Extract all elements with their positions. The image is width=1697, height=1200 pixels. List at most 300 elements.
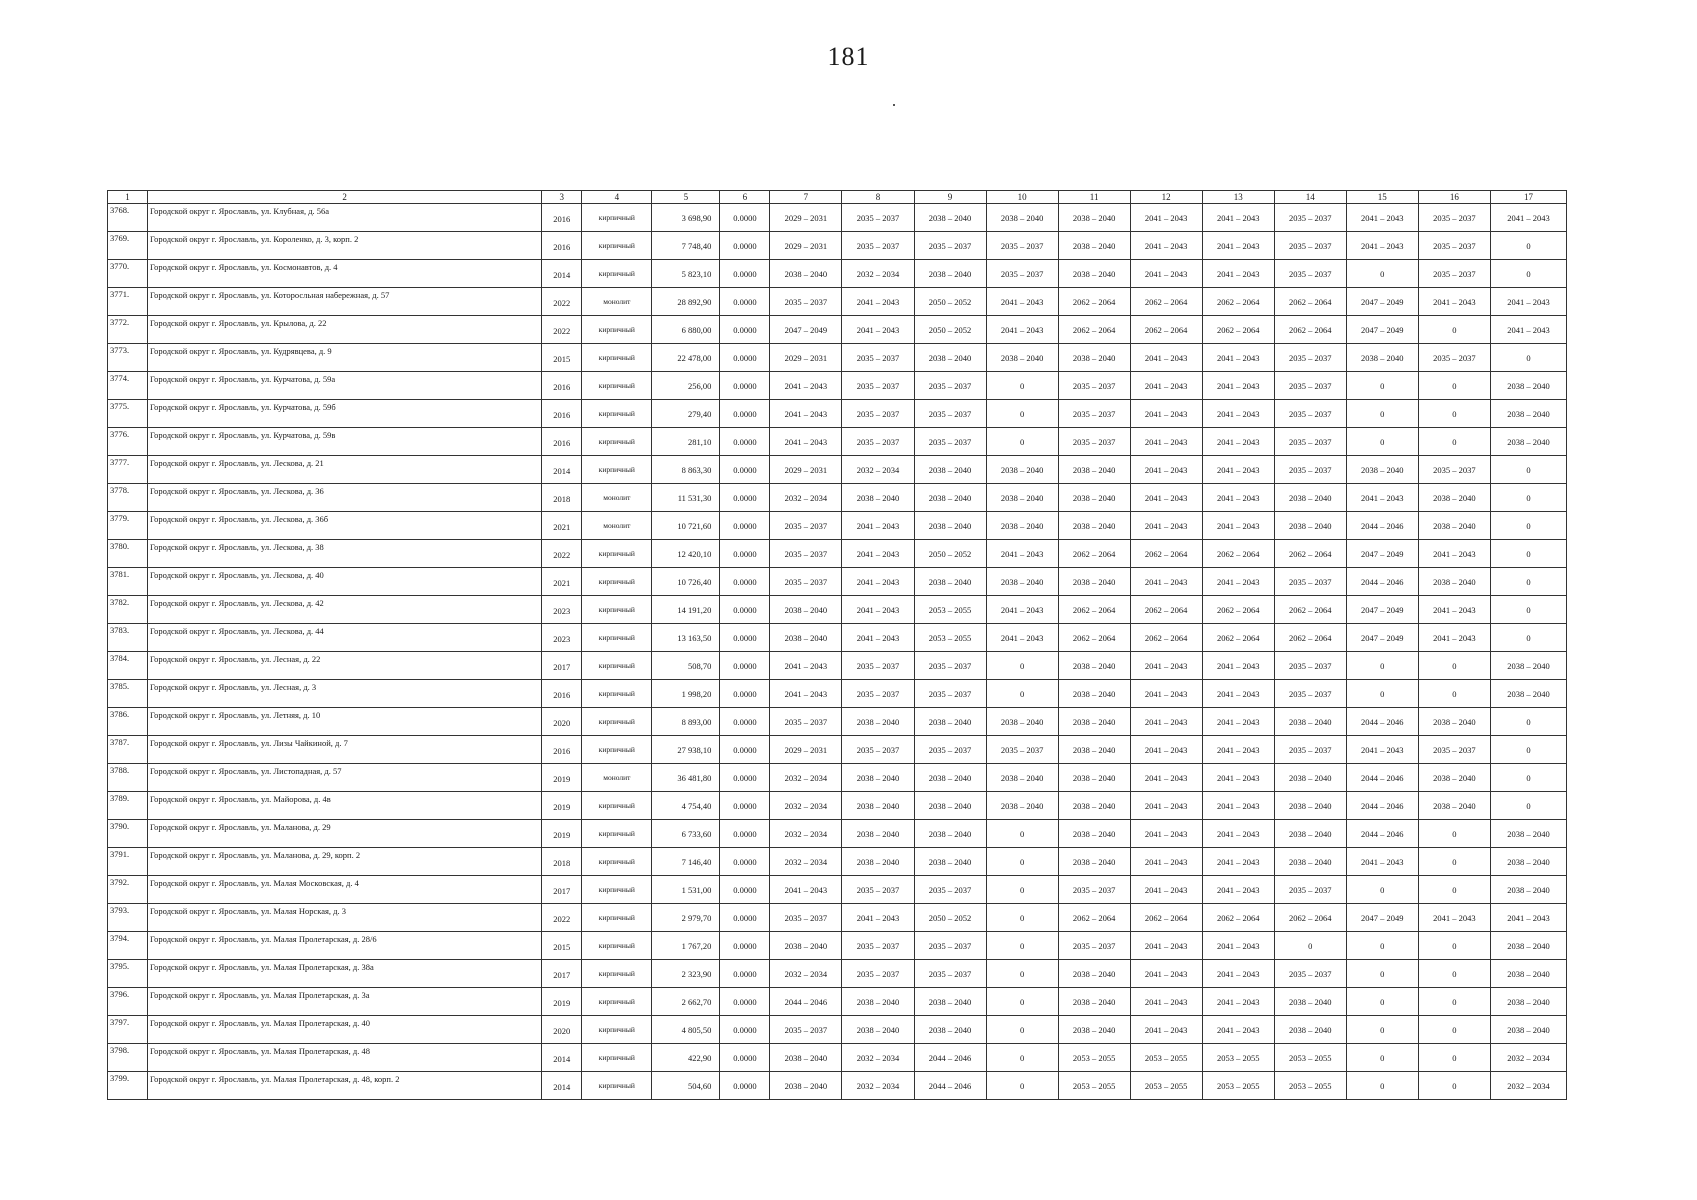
cell-col-6: 0.0000 (720, 764, 770, 792)
column-header-11: 11 (1058, 191, 1130, 204)
cell-col-3: 2019 (542, 820, 582, 848)
cell-col-6: 0.0000 (720, 288, 770, 316)
cell-col-14: 2062 – 2064 (1274, 288, 1346, 316)
page-number: 181 (827, 42, 870, 71)
cell-col-12: 2041 – 2043 (1130, 988, 1202, 1016)
cell-col-15: 2041 – 2043 (1346, 232, 1418, 260)
table-row (108, 792, 1567, 820)
cell-col-9: 2038 – 2040 (914, 260, 986, 288)
cell-col-11: 2062 – 2064 (1058, 596, 1130, 624)
cell-col-4: кирпичный (582, 456, 652, 484)
cell-col-12: 2041 – 2043 (1130, 456, 1202, 484)
cell-col-7: 2029 – 2031 (770, 232, 842, 260)
cell-col-15: 2047 – 2049 (1346, 540, 1418, 568)
cell-col-3: 2016 (542, 372, 582, 400)
cell-col-16: 0 (1418, 960, 1490, 988)
cell-col-10: 2038 – 2040 (986, 204, 1058, 232)
cell-col-16: 2041 – 2043 (1418, 624, 1490, 652)
cell-col-14: 2038 – 2040 (1274, 792, 1346, 820)
cell-col-5: 5 823,10 (652, 260, 720, 288)
cell-col-8: 2032 – 2034 (842, 1044, 914, 1072)
cell-col-3: 2017 (542, 876, 582, 904)
cell-col-6: 0.0000 (720, 932, 770, 960)
cell-col-3: 2021 (542, 512, 582, 540)
cell-col-15: 2044 – 2046 (1346, 764, 1418, 792)
cell-col-7: 2038 – 2040 (770, 1072, 842, 1100)
cell-col-13: 2041 – 2043 (1202, 876, 1274, 904)
cell-col-17: 2041 – 2043 (1490, 904, 1566, 932)
cell-col-10: 0 (986, 1016, 1058, 1044)
cell-col-3: 2018 (542, 848, 582, 876)
table-row (108, 204, 1567, 232)
cell-col-3: 2014 (542, 1072, 582, 1100)
cell-col-13: 2041 – 2043 (1202, 960, 1274, 988)
cell-col-2: Городской округ г. Ярославль, ул. Кудрявцева, д. 9 (148, 344, 542, 372)
cell-col-5: 7 146,40 (652, 848, 720, 876)
column-header-5: 5 (652, 191, 720, 204)
cell-col-15: 2047 – 2049 (1346, 288, 1418, 316)
cell-col-15: 0 (1346, 1016, 1418, 1044)
cell-col-7: 2035 – 2037 (770, 288, 842, 316)
cell-col-6: 0.0000 (720, 876, 770, 904)
cell-col-2: Городской округ г. Ярославль, ул. Листопадная, д. 57 (148, 764, 542, 792)
cell-col-2: Городской округ г. Ярославль, ул. Малая Пролетарская, д. 28/6 (148, 932, 542, 960)
cell-col-12: 2041 – 2043 (1130, 708, 1202, 736)
cell-col-13: 2041 – 2043 (1202, 512, 1274, 540)
cell-col-17: 2041 – 2043 (1490, 316, 1566, 344)
column-header-13: 13 (1202, 191, 1274, 204)
cell-col-11: 2062 – 2064 (1058, 624, 1130, 652)
cell-col-3: 2016 (542, 736, 582, 764)
cell-col-10: 2041 – 2043 (986, 596, 1058, 624)
cell-col-15: 0 (1346, 428, 1418, 456)
cell-col-5: 3 698,90 (652, 204, 720, 232)
cell-col-10: 0 (986, 1072, 1058, 1100)
cell-col-10: 2041 – 2043 (986, 316, 1058, 344)
cell-col-14: 2035 – 2037 (1274, 204, 1346, 232)
cell-col-5: 4 754,40 (652, 792, 720, 820)
cell-col-13: 2062 – 2064 (1202, 316, 1274, 344)
cell-col-1: 3789. (108, 792, 148, 820)
cell-col-10: 2038 – 2040 (986, 456, 1058, 484)
cell-col-15: 0 (1346, 1072, 1418, 1100)
cell-col-8: 2035 – 2037 (842, 400, 914, 428)
cell-col-12: 2041 – 2043 (1130, 680, 1202, 708)
cell-col-17: 2038 – 2040 (1490, 652, 1566, 680)
cell-col-13: 2041 – 2043 (1202, 204, 1274, 232)
cell-col-2: Городской округ г. Ярославль, ул. Курчатова, д. 59б (148, 400, 542, 428)
cell-col-3: 2015 (542, 344, 582, 372)
cell-col-12: 2053 – 2055 (1130, 1072, 1202, 1100)
cell-col-6: 0.0000 (720, 484, 770, 512)
cell-col-12: 2041 – 2043 (1130, 484, 1202, 512)
cell-col-1: 3787. (108, 736, 148, 764)
cell-col-7: 2035 – 2037 (770, 1016, 842, 1044)
cell-col-6: 0.0000 (720, 960, 770, 988)
cell-col-3: 2021 (542, 568, 582, 596)
cell-col-14: 2035 – 2037 (1274, 372, 1346, 400)
cell-col-11: 2038 – 2040 (1058, 708, 1130, 736)
cell-col-9: 2035 – 2037 (914, 680, 986, 708)
cell-col-4: кирпичный (582, 960, 652, 988)
cell-col-12: 2041 – 2043 (1130, 400, 1202, 428)
cell-col-9: 2035 – 2037 (914, 876, 986, 904)
column-header-2: 2 (148, 191, 542, 204)
cell-col-16: 0 (1418, 316, 1490, 344)
cell-col-5: 22 478,00 (652, 344, 720, 372)
cell-col-14: 2035 – 2037 (1274, 680, 1346, 708)
cell-col-2: Городской округ г. Ярославль, ул. Малая Пролетарская, д. 48, корп. 2 (148, 1072, 542, 1100)
cell-col-2: Городской округ г. Ярославль, ул. Лескова, д. 42 (148, 596, 542, 624)
column-header-9: 9 (914, 191, 986, 204)
cell-col-4: кирпичный (582, 820, 652, 848)
cell-col-13: 2041 – 2043 (1202, 680, 1274, 708)
cell-col-11: 2062 – 2064 (1058, 316, 1130, 344)
cell-col-15: 2038 – 2040 (1346, 456, 1418, 484)
cell-col-9: 2038 – 2040 (914, 344, 986, 372)
cell-col-13: 2053 – 2055 (1202, 1044, 1274, 1072)
cell-col-10: 0 (986, 876, 1058, 904)
cell-col-16: 0 (1418, 680, 1490, 708)
cell-col-7: 2032 – 2034 (770, 792, 842, 820)
cell-col-6: 0.0000 (720, 372, 770, 400)
cell-col-16: 2035 – 2037 (1418, 232, 1490, 260)
cell-col-4: кирпичный (582, 988, 652, 1016)
cell-col-12: 2041 – 2043 (1130, 372, 1202, 400)
cell-col-5: 13 163,50 (652, 624, 720, 652)
cell-col-2: Городской округ г. Ярославль, ул. Лесная, д. 3 (148, 680, 542, 708)
cell-col-1: 3768. (108, 204, 148, 232)
cell-col-13: 2053 – 2055 (1202, 1072, 1274, 1100)
cell-col-4: кирпичный (582, 708, 652, 736)
cell-col-6: 0.0000 (720, 624, 770, 652)
cell-col-4: кирпичный (582, 1044, 652, 1072)
cell-col-7: 2038 – 2040 (770, 260, 842, 288)
cell-col-13: 2041 – 2043 (1202, 792, 1274, 820)
cell-col-5: 6 880,00 (652, 316, 720, 344)
cell-col-5: 7 748,40 (652, 232, 720, 260)
cell-col-17: 2038 – 2040 (1490, 428, 1566, 456)
cell-col-5: 12 420,10 (652, 540, 720, 568)
cell-col-12: 2041 – 2043 (1130, 848, 1202, 876)
table-row (108, 876, 1567, 904)
cell-col-5: 8 893,00 (652, 708, 720, 736)
cell-col-11: 2038 – 2040 (1058, 680, 1130, 708)
table-row (108, 344, 1567, 372)
cell-col-8: 2035 – 2037 (842, 372, 914, 400)
cell-col-9: 2038 – 2040 (914, 988, 986, 1016)
cell-col-14: 2035 – 2037 (1274, 736, 1346, 764)
cell-col-14: 2035 – 2037 (1274, 876, 1346, 904)
column-header-16: 16 (1418, 191, 1490, 204)
cell-col-7: 2029 – 2031 (770, 344, 842, 372)
cell-col-14: 2038 – 2040 (1274, 820, 1346, 848)
cell-col-10: 0 (986, 820, 1058, 848)
cell-col-12: 2041 – 2043 (1130, 428, 1202, 456)
table-row (108, 372, 1567, 400)
cell-col-10: 2038 – 2040 (986, 792, 1058, 820)
cell-col-4: кирпичный (582, 876, 652, 904)
cell-col-5: 6 733,60 (652, 820, 720, 848)
cell-col-11: 2038 – 2040 (1058, 260, 1130, 288)
cell-col-9: 2038 – 2040 (914, 820, 986, 848)
cell-col-1: 3771. (108, 288, 148, 316)
cell-col-15: 2044 – 2046 (1346, 820, 1418, 848)
cell-col-11: 2035 – 2037 (1058, 428, 1130, 456)
cell-col-2: Городской округ г. Ярославль, ул. Космонавтов, д. 4 (148, 260, 542, 288)
cell-col-6: 0.0000 (720, 232, 770, 260)
cell-col-6: 0.0000 (720, 792, 770, 820)
cell-col-13: 2062 – 2064 (1202, 624, 1274, 652)
cell-col-3: 2014 (542, 1044, 582, 1072)
cell-col-13: 2041 – 2043 (1202, 484, 1274, 512)
cell-col-14: 2035 – 2037 (1274, 456, 1346, 484)
cell-col-4: кирпичный (582, 736, 652, 764)
cell-col-14: 2038 – 2040 (1274, 512, 1346, 540)
cell-col-16: 0 (1418, 848, 1490, 876)
cell-col-2: Городской округ г. Ярославль, ул. Лескова, д. 21 (148, 456, 542, 484)
cell-col-7: 2035 – 2037 (770, 568, 842, 596)
cell-col-4: кирпичный (582, 652, 652, 680)
cell-col-6: 0.0000 (720, 260, 770, 288)
cell-col-16: 0 (1418, 820, 1490, 848)
cell-col-14: 2035 – 2037 (1274, 400, 1346, 428)
cell-col-9: 2038 – 2040 (914, 708, 986, 736)
cell-col-8: 2035 – 2037 (842, 652, 914, 680)
cell-col-8: 2038 – 2040 (842, 848, 914, 876)
column-header-3: 3 (542, 191, 582, 204)
cell-col-10: 2038 – 2040 (986, 568, 1058, 596)
cell-col-2: Городской округ г. Ярославль, ул. Лизы Чайкиной, д. 7 (148, 736, 542, 764)
cell-col-12: 2041 – 2043 (1130, 1016, 1202, 1044)
cell-col-2: Городской округ г. Ярославль, ул. Курчатова, д. 59в (148, 428, 542, 456)
cell-col-5: 1 531,00 (652, 876, 720, 904)
cell-col-17: 2041 – 2043 (1490, 204, 1566, 232)
cell-col-1: 3781. (108, 568, 148, 596)
cell-col-13: 2041 – 2043 (1202, 764, 1274, 792)
cell-col-5: 1 998,20 (652, 680, 720, 708)
cell-col-7: 2029 – 2031 (770, 456, 842, 484)
cell-col-9: 2050 – 2052 (914, 316, 986, 344)
cell-col-2: Городской округ г. Ярославль, ул. Маланова, д. 29, корп. 2 (148, 848, 542, 876)
cell-col-9: 2038 – 2040 (914, 204, 986, 232)
cell-col-16: 0 (1418, 400, 1490, 428)
cell-col-1: 3782. (108, 596, 148, 624)
cell-col-1: 3786. (108, 708, 148, 736)
cell-col-5: 28 892,90 (652, 288, 720, 316)
table-row (108, 484, 1567, 512)
cell-col-16: 2035 – 2037 (1418, 736, 1490, 764)
cell-col-2: Городской округ г. Ярославль, ул. Крылова, д. 22 (148, 316, 542, 344)
cell-col-11: 2038 – 2040 (1058, 820, 1130, 848)
cell-col-6: 0.0000 (720, 904, 770, 932)
table-row (108, 456, 1567, 484)
column-header-10: 10 (986, 191, 1058, 204)
cell-col-1: 3776. (108, 428, 148, 456)
cell-col-8: 2038 – 2040 (842, 792, 914, 820)
cell-col-13: 2062 – 2064 (1202, 596, 1274, 624)
cell-col-5: 10 721,60 (652, 512, 720, 540)
cell-col-10: 0 (986, 400, 1058, 428)
cell-col-8: 2035 – 2037 (842, 680, 914, 708)
cell-col-8: 2041 – 2043 (842, 288, 914, 316)
cell-col-4: монолит (582, 484, 652, 512)
cell-col-10: 2038 – 2040 (986, 764, 1058, 792)
cell-col-15: 2047 – 2049 (1346, 316, 1418, 344)
column-header-7: 7 (770, 191, 842, 204)
cell-col-13: 2041 – 2043 (1202, 428, 1274, 456)
cell-col-1: 3792. (108, 876, 148, 904)
cell-col-9: 2035 – 2037 (914, 232, 986, 260)
cell-col-7: 2041 – 2043 (770, 372, 842, 400)
cell-col-16: 2035 – 2037 (1418, 344, 1490, 372)
cell-col-15: 0 (1346, 260, 1418, 288)
cell-col-15: 0 (1346, 876, 1418, 904)
cell-col-16: 2035 – 2037 (1418, 204, 1490, 232)
cell-col-4: кирпичный (582, 316, 652, 344)
table-row (108, 904, 1567, 932)
cell-col-17: 0 (1490, 792, 1566, 820)
cell-col-11: 2035 – 2037 (1058, 400, 1130, 428)
cell-col-9: 2038 – 2040 (914, 848, 986, 876)
cell-col-8: 2038 – 2040 (842, 988, 914, 1016)
cell-col-2: Городской округ г. Ярославль, ул. Маланова, д. 29 (148, 820, 542, 848)
cell-col-3: 2022 (542, 904, 582, 932)
cell-col-5: 2 979,70 (652, 904, 720, 932)
cell-col-5: 508,70 (652, 652, 720, 680)
cell-col-14: 2035 – 2037 (1274, 344, 1346, 372)
repair-schedule-table (107, 190, 1567, 1100)
cell-col-1: 3773. (108, 344, 148, 372)
cell-col-11: 2038 – 2040 (1058, 568, 1130, 596)
cell-col-17: 2032 – 2034 (1490, 1072, 1566, 1100)
cell-col-8: 2041 – 2043 (842, 512, 914, 540)
table-row (108, 428, 1567, 456)
cell-col-6: 0.0000 (720, 708, 770, 736)
cell-col-8: 2038 – 2040 (842, 820, 914, 848)
cell-col-7: 2032 – 2034 (770, 960, 842, 988)
cell-col-15: 0 (1346, 372, 1418, 400)
cell-col-5: 8 863,30 (652, 456, 720, 484)
cell-col-6: 0.0000 (720, 204, 770, 232)
cell-col-16: 2041 – 2043 (1418, 540, 1490, 568)
cell-col-1: 3793. (108, 904, 148, 932)
cell-col-5: 1 767,20 (652, 932, 720, 960)
cell-col-13: 2041 – 2043 (1202, 400, 1274, 428)
cell-col-8: 2041 – 2043 (842, 316, 914, 344)
cell-col-16: 2038 – 2040 (1418, 512, 1490, 540)
column-header-1: 1 (108, 191, 148, 204)
cell-col-16: 2035 – 2037 (1418, 456, 1490, 484)
cell-col-1: 3779. (108, 512, 148, 540)
cell-col-11: 2035 – 2037 (1058, 876, 1130, 904)
cell-col-4: кирпичный (582, 400, 652, 428)
cell-col-6: 0.0000 (720, 316, 770, 344)
cell-col-13: 2041 – 2043 (1202, 988, 1274, 1016)
cell-col-16: 0 (1418, 428, 1490, 456)
cell-col-4: кирпичный (582, 1016, 652, 1044)
cell-col-5: 36 481,80 (652, 764, 720, 792)
cell-col-14: 2035 – 2037 (1274, 652, 1346, 680)
cell-col-8: 2041 – 2043 (842, 568, 914, 596)
cell-col-4: кирпичный (582, 568, 652, 596)
cell-col-12: 2062 – 2064 (1130, 540, 1202, 568)
cell-col-11: 2038 – 2040 (1058, 792, 1130, 820)
cell-col-13: 2062 – 2064 (1202, 904, 1274, 932)
cell-col-15: 2044 – 2046 (1346, 512, 1418, 540)
cell-col-16: 2038 – 2040 (1418, 568, 1490, 596)
cell-col-6: 0.0000 (720, 736, 770, 764)
cell-col-16: 2038 – 2040 (1418, 792, 1490, 820)
cell-col-1: 3797. (108, 1016, 148, 1044)
cell-col-2: Городской округ г. Ярославль, ул. Лескова, д. 44 (148, 624, 542, 652)
cell-col-3: 2023 (542, 596, 582, 624)
cell-col-4: кирпичный (582, 596, 652, 624)
cell-col-14: 2038 – 2040 (1274, 764, 1346, 792)
cell-col-15: 0 (1346, 400, 1418, 428)
column-header-14: 14 (1274, 191, 1346, 204)
cell-col-12: 2041 – 2043 (1130, 344, 1202, 372)
cell-col-2: Городской округ г. Ярославль, ул. Курчатова, д. 59а (148, 372, 542, 400)
cell-col-8: 2041 – 2043 (842, 624, 914, 652)
cell-col-1: 3788. (108, 764, 148, 792)
cell-col-11: 2038 – 2040 (1058, 736, 1130, 764)
cell-col-12: 2041 – 2043 (1130, 932, 1202, 960)
cell-col-15: 2044 – 2046 (1346, 568, 1418, 596)
cell-col-3: 2019 (542, 792, 582, 820)
table-row (108, 568, 1567, 596)
cell-col-17: 2038 – 2040 (1490, 1016, 1566, 1044)
cell-col-14: 2035 – 2037 (1274, 428, 1346, 456)
cell-col-7: 2038 – 2040 (770, 1044, 842, 1072)
cell-col-14: 0 (1274, 932, 1346, 960)
cell-col-16: 2035 – 2037 (1418, 260, 1490, 288)
cell-col-17: 2038 – 2040 (1490, 932, 1566, 960)
cell-col-8: 2035 – 2037 (842, 344, 914, 372)
cell-col-10: 0 (986, 932, 1058, 960)
cell-col-1: 3770. (108, 260, 148, 288)
table-row (108, 512, 1567, 540)
cell-col-2: Городской округ г. Ярославль, ул. Майорова, д. 4в (148, 792, 542, 820)
cell-col-9: 2035 – 2037 (914, 400, 986, 428)
cell-col-9: 2044 – 2046 (914, 1044, 986, 1072)
cell-col-11: 2062 – 2064 (1058, 904, 1130, 932)
cell-col-15: 2041 – 2043 (1346, 848, 1418, 876)
cell-col-7: 2035 – 2037 (770, 904, 842, 932)
cell-col-14: 2038 – 2040 (1274, 988, 1346, 1016)
table-row (108, 764, 1567, 792)
cell-col-11: 2035 – 2037 (1058, 372, 1130, 400)
cell-col-14: 2038 – 2040 (1274, 848, 1346, 876)
cell-col-13: 2041 – 2043 (1202, 260, 1274, 288)
cell-col-17: 0 (1490, 596, 1566, 624)
cell-col-6: 0.0000 (720, 428, 770, 456)
cell-col-12: 2041 – 2043 (1130, 512, 1202, 540)
table-row (108, 680, 1567, 708)
cell-col-13: 2041 – 2043 (1202, 848, 1274, 876)
cell-col-7: 2041 – 2043 (770, 876, 842, 904)
cell-col-11: 2038 – 2040 (1058, 764, 1130, 792)
cell-col-12: 2062 – 2064 (1130, 316, 1202, 344)
cell-col-17: 2038 – 2040 (1490, 876, 1566, 904)
cell-col-3: 2018 (542, 484, 582, 512)
cell-col-4: монолит (582, 764, 652, 792)
cell-col-6: 0.0000 (720, 596, 770, 624)
cell-col-8: 2035 – 2037 (842, 876, 914, 904)
column-header-15: 15 (1346, 191, 1418, 204)
cell-col-16: 0 (1418, 372, 1490, 400)
cell-col-16: 2041 – 2043 (1418, 596, 1490, 624)
